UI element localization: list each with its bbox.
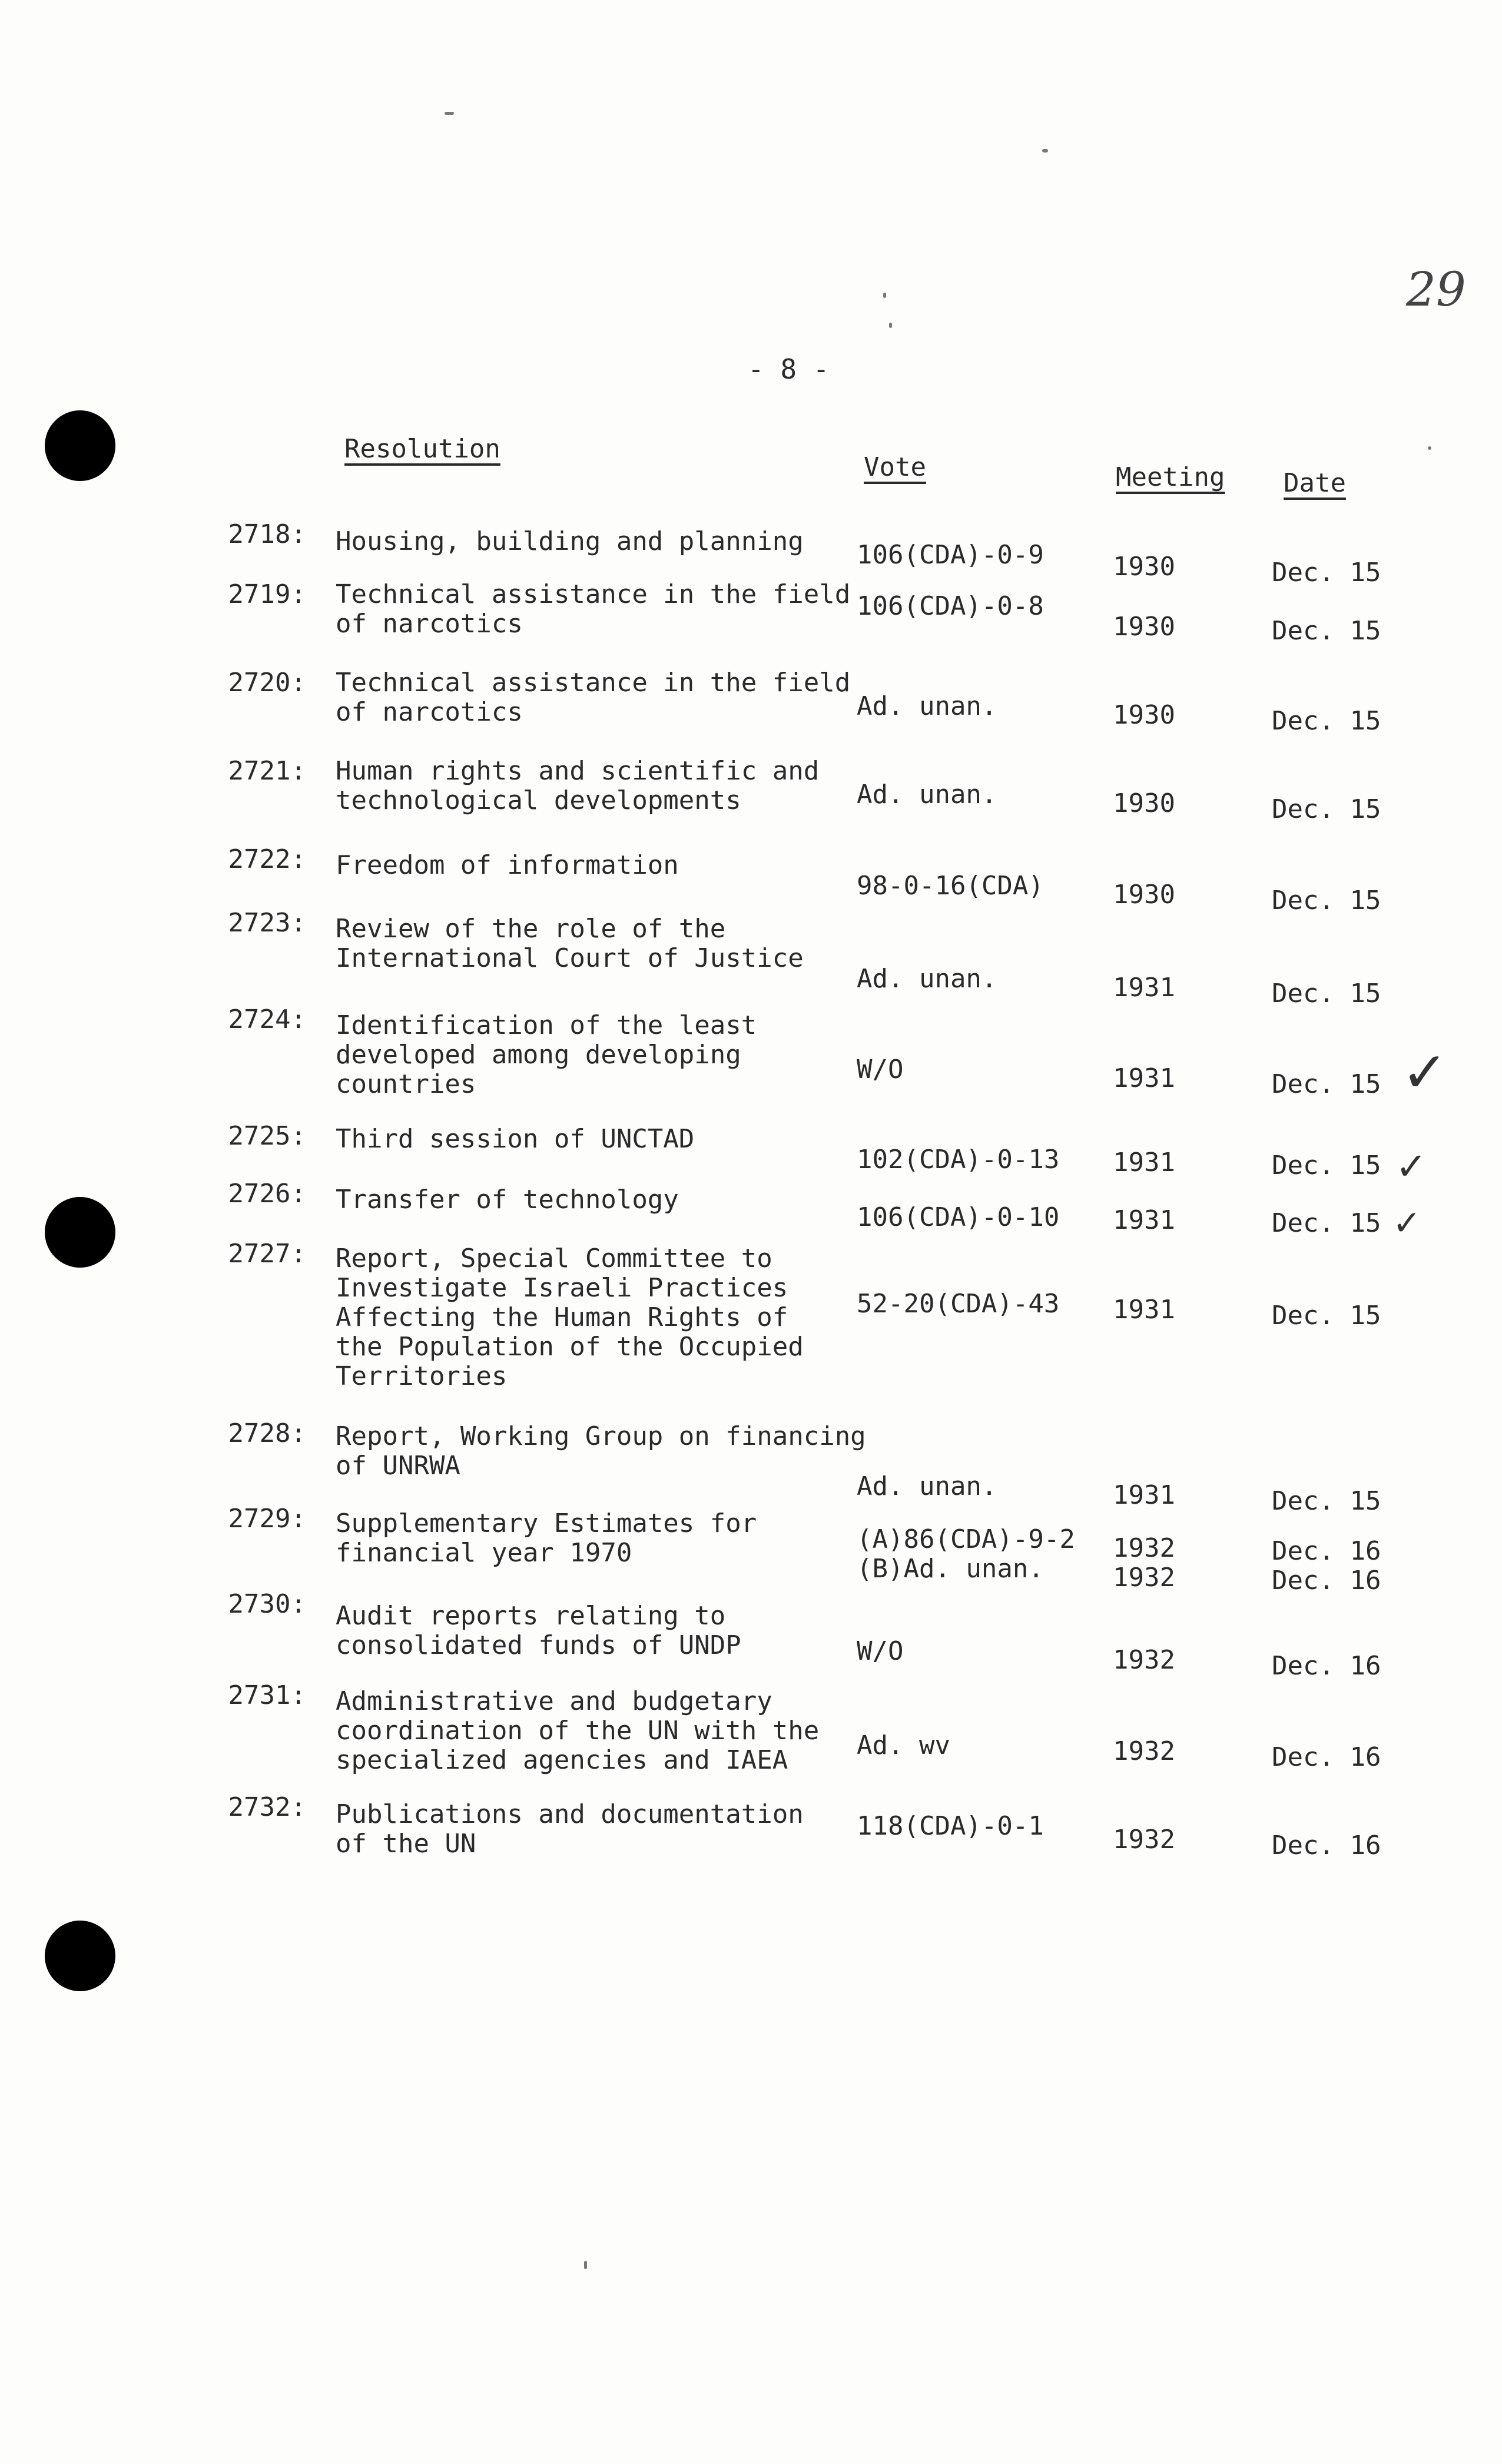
resolution-number: 2724:: [228, 1004, 306, 1034]
vote-result: 118(CDA)-0-1: [857, 1811, 1044, 1841]
meeting-number: 1930: [1113, 880, 1175, 910]
table-row: [0, 668, 1502, 736]
resolution-date: Dec. 15: [1272, 1150, 1381, 1180]
vote-result: 102(CDA)-0-13: [857, 1145, 1060, 1175]
header-date: Date: [1284, 468, 1346, 498]
vote-result: 106(CDA)-0-9: [857, 540, 1044, 570]
meeting-number: 1931: [1113, 1480, 1175, 1510]
vote-result: Ad. wv: [857, 1730, 950, 1760]
meeting-number: 1931: [1113, 1063, 1175, 1093]
resolution-number: 2727:: [228, 1239, 306, 1269]
meeting-number: 1930: [1113, 788, 1175, 818]
table-row: [0, 1179, 1502, 1243]
checkmark-icon: ✓: [1392, 1203, 1421, 1243]
resolution-date: Dec. 15: [1272, 1069, 1381, 1099]
vote-result: (A)86(CDA)-9-2 (B)Ad. unan.: [857, 1524, 1075, 1584]
punch-hole-bottom: [45, 1921, 115, 1991]
resolution-number: 2730:: [228, 1589, 306, 1619]
resolution-title: Review of the role of the International Court of Justice: [336, 914, 804, 973]
table-row: [0, 1504, 1502, 1596]
scan-speck: [883, 293, 886, 298]
resolution-title: Supplementary Estimates for financial year 1970: [336, 1508, 757, 1568]
resolution-number: 2731:: [228, 1680, 306, 1710]
resolution-date: Dec. 16: [1272, 1651, 1381, 1681]
resolution-number: 2721:: [228, 756, 306, 786]
vote-result: 106(CDA)-0-10: [857, 1202, 1060, 1232]
meeting-number: 1931: [1113, 973, 1175, 1003]
resolution-title: Identification of the least developed among developing countries: [336, 1010, 757, 1099]
resolution-number: 2729:: [228, 1504, 306, 1534]
page-number: - 8 -: [748, 353, 830, 385]
resolution-number: 2728:: [228, 1418, 306, 1448]
resolution-date: Dec. 15: [1272, 616, 1381, 646]
meeting-number: 1931: [1113, 1148, 1175, 1178]
resolution-number: 2723:: [228, 908, 306, 938]
table-row: [0, 908, 1502, 1009]
resolution-title: Technical assistance in the field of narcotics: [336, 668, 851, 727]
resolution-date: Dec. 15: [1272, 1208, 1381, 1238]
meeting-number: 1930: [1113, 612, 1175, 642]
vote-result: Ad. unan.: [857, 1471, 997, 1501]
table-row: [0, 1239, 1502, 1391]
checkmark-icon: ✓: [1401, 1040, 1448, 1105]
resolution-title: Transfer of technology: [336, 1185, 679, 1215]
resolution-title: Audit reports relating to consolidated funds of UNDP: [336, 1601, 741, 1660]
table-row: [0, 1418, 1502, 1516]
table-row: [0, 1004, 1502, 1105]
vote-result: 98-0-16(CDA): [857, 871, 1044, 901]
resolution-number: 2720:: [228, 668, 306, 698]
handwritten-page-mark: 29: [1406, 262, 1466, 317]
vote-result: 52-20(CDA)-43: [857, 1289, 1060, 1319]
resolution-date: Dec. 15: [1272, 558, 1381, 588]
meeting-number: 1930: [1113, 552, 1175, 582]
resolution-number: 2725:: [228, 1121, 306, 1151]
resolution-title: Technical assistance in the field of narcotics: [336, 579, 851, 639]
vote-result: W/O: [857, 1054, 904, 1085]
scan-speck: [1042, 149, 1048, 152]
meeting-number: 1930: [1113, 700, 1175, 730]
table-row: [0, 756, 1502, 824]
resolution-number: 2726:: [228, 1179, 306, 1209]
table-row: [0, 519, 1502, 588]
table-row: [0, 1680, 1502, 1775]
table-row: [0, 844, 1502, 916]
meeting-number: 1931: [1113, 1295, 1175, 1325]
punch-hole-middle: [45, 1197, 115, 1268]
vote-result: Ad. unan.: [857, 691, 997, 721]
resolution-number: 2718:: [228, 519, 306, 549]
scan-speck: [584, 2261, 587, 2269]
header-resolution: Resolution: [344, 434, 500, 464]
resolution-title: Administrative and budgetary coordination of the UN with the specialized agencies and IAEA: [336, 1686, 820, 1775]
table-row: [0, 1121, 1502, 1189]
meeting-number: 1931: [1113, 1205, 1175, 1235]
resolution-date: Dec. 16: [1272, 1742, 1381, 1772]
resolution-date: Dec. 15: [1272, 1486, 1381, 1516]
vote-result: Ad. unan.: [857, 964, 997, 994]
resolution-number: 2722:: [228, 844, 306, 874]
vote-result: 106(CDA)-0-8: [857, 591, 1044, 621]
meeting-number: 1932: [1113, 1825, 1175, 1855]
vote-result: Ad. unan.: [857, 780, 997, 810]
vote-result: W/O: [857, 1636, 904, 1666]
table-row: [0, 1792, 1502, 1861]
header-meeting: Meeting: [1116, 462, 1225, 492]
punch-hole-top: [45, 410, 115, 481]
resolution-date: Dec. 15: [1272, 1301, 1381, 1331]
resolution-date: Dec. 15: [1272, 979, 1381, 1009]
header-vote: Vote: [864, 452, 926, 482]
scan-speck: [1428, 446, 1431, 450]
meeting-number: 1932: [1113, 1736, 1175, 1766]
resolution-title: Publications and documentation of the UN: [336, 1799, 804, 1859]
resolution-date: Dec. 15: [1272, 886, 1381, 916]
resolution-title: Human rights and scientific and technological developments: [336, 756, 820, 815]
resolution-date: Dec. 16: [1272, 1830, 1381, 1861]
resolution-number: 2732:: [228, 1792, 306, 1822]
resolution-title: Report, Working Group on financing of UNRWA: [336, 1421, 866, 1481]
table-row: [0, 579, 1502, 646]
resolution-date: Dec. 15: [1272, 794, 1381, 824]
resolution-date: Dec. 16 Dec. 16: [1272, 1536, 1381, 1596]
resolution-title: Freedom of information: [336, 850, 679, 880]
table-row: [0, 1589, 1502, 1681]
meeting-number: 1932: [1113, 1645, 1175, 1675]
resolution-date: Dec. 15: [1272, 706, 1381, 736]
resolution-title: Report, Special Committee to Investigate Israeli Practices Affecting the Human Rights of the Population of the Occupied Territories: [336, 1243, 804, 1391]
scan-speck: [445, 112, 454, 115]
resolution-number: 2719:: [228, 579, 306, 609]
checkmark-icon: ✓: [1395, 1145, 1427, 1189]
resolution-title: Housing, building and planning: [336, 526, 804, 556]
resolution-title: Third session of UNCTAD: [336, 1124, 695, 1154]
scan-speck: [889, 323, 892, 328]
meeting-number: 1932 1932: [1113, 1533, 1175, 1593]
